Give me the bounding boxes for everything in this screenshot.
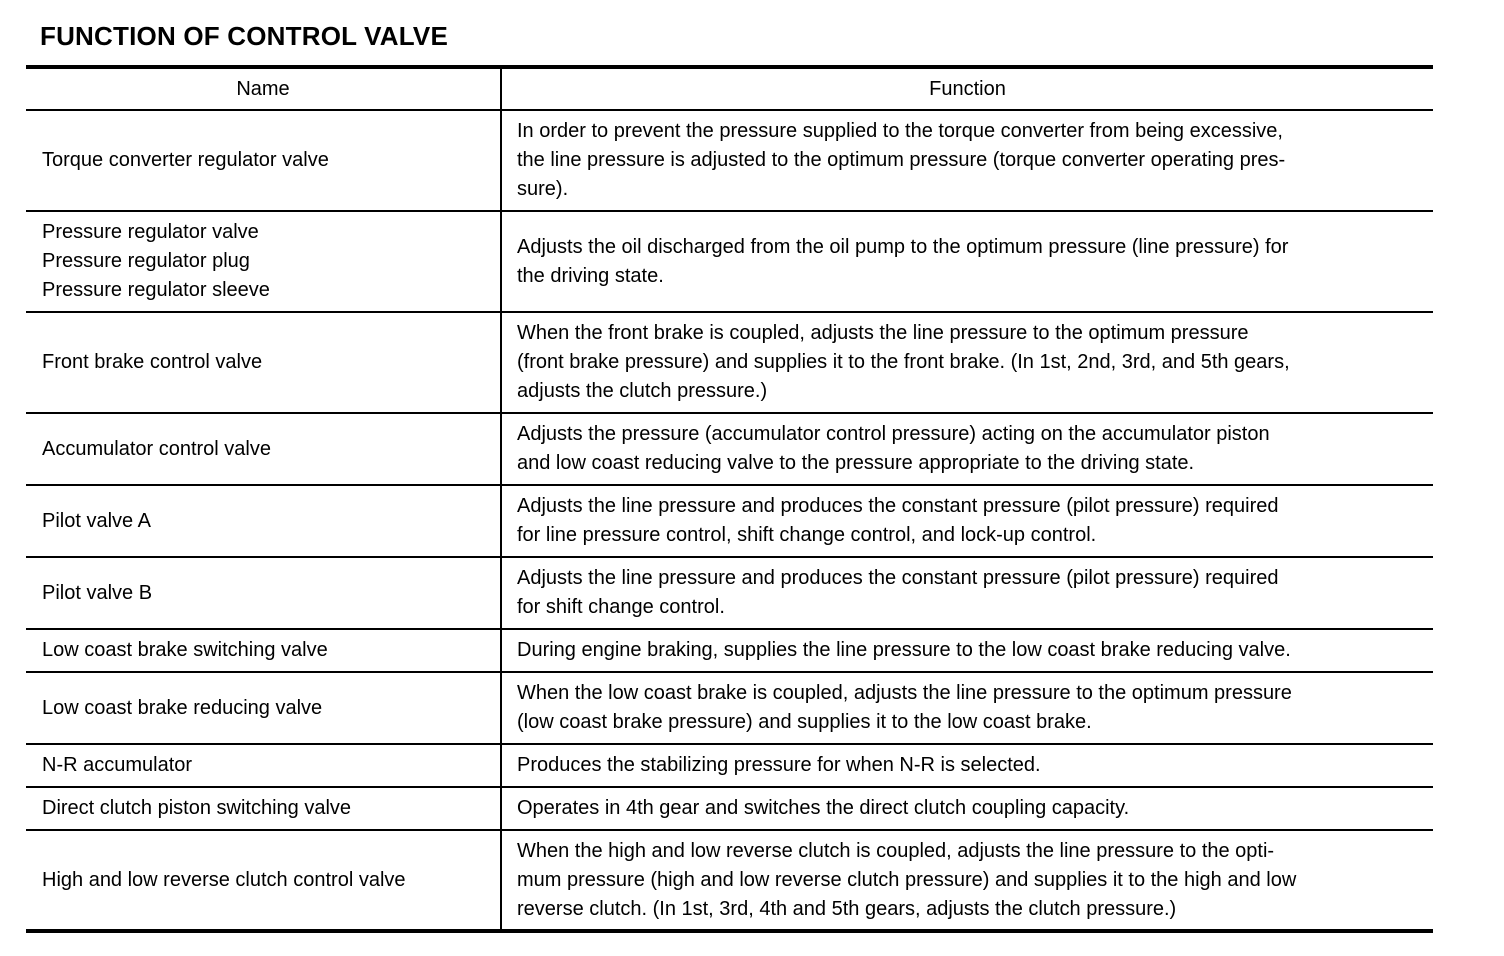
table-header-row	[26, 67, 1433, 110]
valve-name-cell: Low coast brake reducing valve	[26, 672, 501, 744]
valve-name-cell: High and low reverse clutch control valve	[26, 830, 501, 931]
valve-name-cell: Pressure regulator valve Pressure regulator plug Pressure regulator sleeve	[26, 211, 501, 312]
valve-function-cell: Adjusts the line pressure and produces the constant pressure (pilot pressure) required for shift change control.	[501, 557, 1433, 629]
control-valve-table	[26, 65, 1433, 933]
valve-name-cell: Pilot valve A	[26, 485, 501, 557]
valve-name-cell: Accumulator control valve	[26, 413, 501, 485]
table-row	[26, 110, 1433, 211]
valve-name-cell: Front brake control valve	[26, 312, 501, 413]
valve-name-cell: N-R accumulator	[26, 744, 501, 787]
valve-name-cell: Torque converter regulator valve	[26, 110, 501, 211]
table-row	[26, 830, 1433, 931]
valve-name-cell: Direct clutch piston switching valve	[26, 787, 501, 830]
table-row	[26, 557, 1433, 629]
valve-function-cell: During engine braking, supplies the line pressure to the low coast brake reducing valve.	[501, 629, 1433, 672]
valve-function-cell: Operates in 4th gear and switches the direct clutch coupling capacity.	[501, 787, 1433, 830]
table-row	[26, 485, 1433, 557]
table-row	[26, 672, 1433, 744]
table-row	[26, 744, 1433, 787]
table-row	[26, 629, 1433, 672]
valve-function-cell: When the high and low reverse clutch is coupled, adjusts the line pressure to the opti- mum pressure (high and low reverse clutch pressure) and supplies it to the high and low reverse clutch. (In 1st, 3rd, 4th and 5th gears, adjusts the clutch pressure.)	[517, 839, 1297, 920]
column-header-name: Name	[26, 67, 501, 110]
valve-function-cell: Adjusts the pressure (accumulator control pressure) acting on the accumulator piston and low coast reducing valve to the pressure appropriate to the driving state.	[501, 413, 1433, 485]
valve-function-cell: When the low coast brake is coupled, adjusts the line pressure to the optimum pressure (low coast brake pressure) and supplies it to the low coast brake.	[501, 672, 1433, 744]
table-row	[26, 787, 1433, 830]
valve-name-cell: Low coast brake switching valve	[26, 629, 501, 672]
valve-function-cell: Adjusts the oil discharged from the oil pump to the optimum pressure (line pressure) for the driving state.	[501, 211, 1433, 312]
table-row	[26, 413, 1433, 485]
valve-function-cell: When the front brake is coupled, adjusts the line pressure to the optimum pressure (front brake pressure) and supplies it to the front brake. (In 1st, 2nd, 3rd, and 5th gears, adjusts the clutch pressure.)	[501, 312, 1433, 413]
column-header-function: Function	[501, 67, 1433, 110]
page-title: FUNCTION OF CONTROL VALVE	[40, 21, 448, 51]
valve-function-cell: In order to prevent the pressure supplied to the torque converter from being excessive, the line pressure is adjusted to the optimum pressure (torque converter operating pres- sure).	[501, 110, 1433, 211]
table-row	[26, 312, 1433, 413]
valve-function-cell: Adjusts the line pressure and produces the constant pressure (pilot pressure) required for line pressure control, shift change control, and lock-up control.	[501, 485, 1433, 557]
valve-name-cell: Pilot valve B	[26, 557, 501, 629]
table-row	[26, 211, 1433, 312]
valve-function-cell: Produces the stabilizing pressure for when N-R is selected.	[501, 744, 1433, 787]
